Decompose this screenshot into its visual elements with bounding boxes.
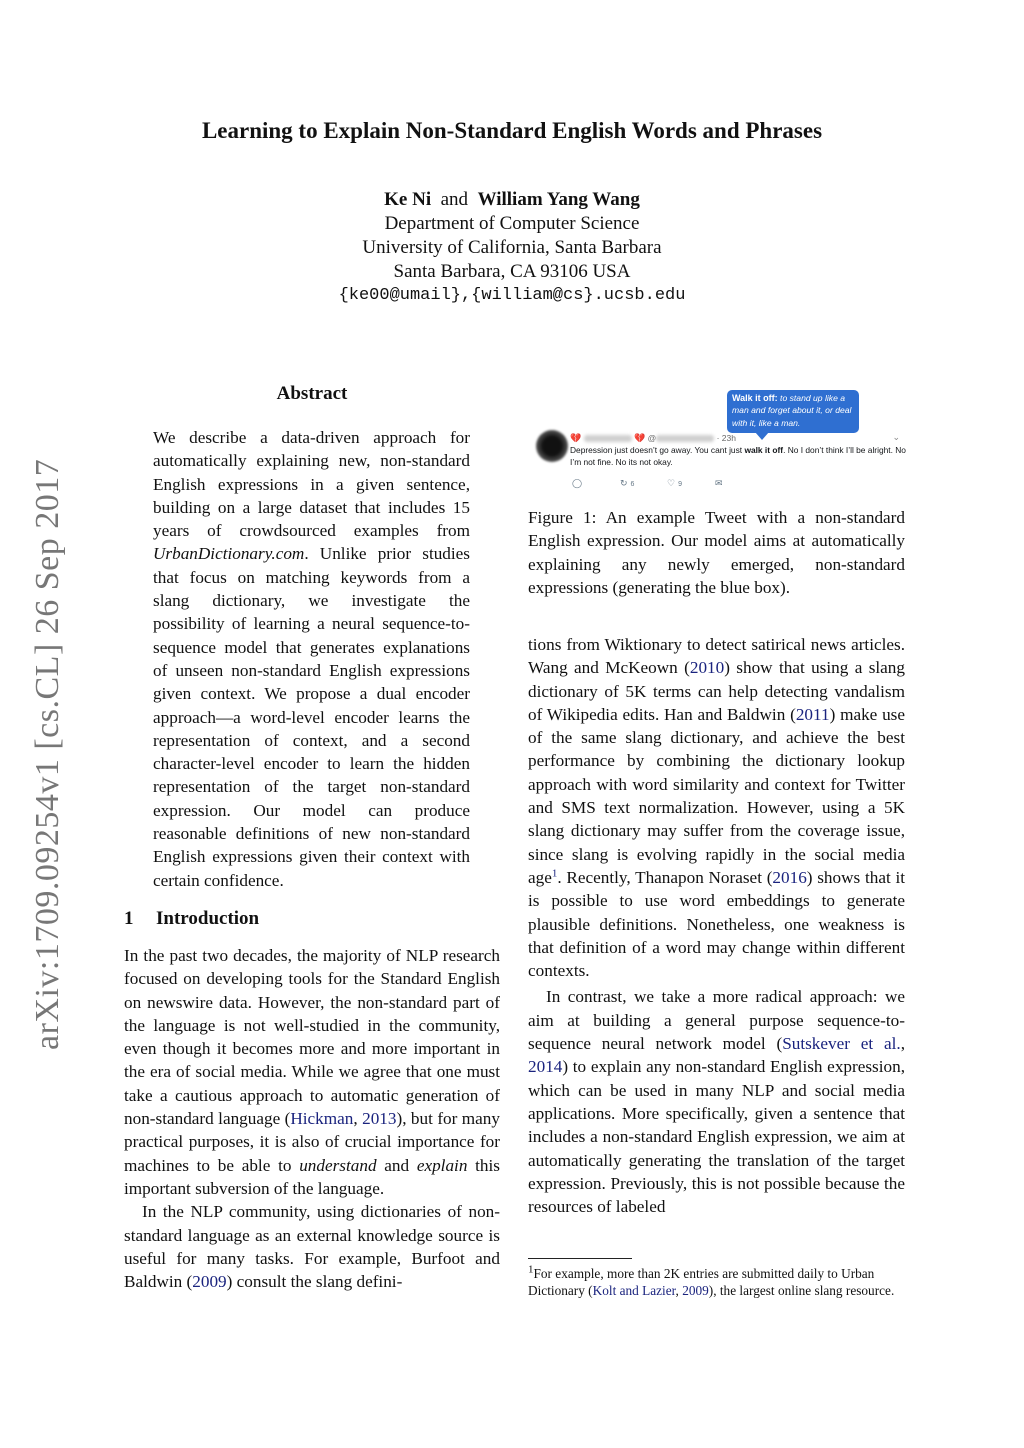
explanation-bubble bbox=[727, 390, 859, 433]
tweet-text-b: . No I don’t think I’ll be alright. No I’m not fine. No its not okay. bbox=[570, 445, 906, 467]
message-icon[interactable]: ✉ bbox=[715, 478, 723, 488]
urban-dictionary-site: UrbanDictionary.com bbox=[153, 544, 305, 564]
intro-and: and bbox=[376, 1155, 417, 1175]
affiliation-univ: University of California, Santa Barbara bbox=[362, 237, 662, 258]
tweet-actions bbox=[570, 478, 906, 490]
section-number: 1 bbox=[124, 908, 134, 929]
footnote-mark: 1 bbox=[528, 1263, 534, 1276]
section-title: Introduction bbox=[156, 908, 260, 929]
citation-kolt-lazier-year[interactable]: 2009 bbox=[682, 1283, 709, 1298]
citation-sutskever-year[interactable]: 2014 bbox=[528, 1057, 563, 1077]
tweet-text-a: Depression just doesn’t go away. You cant just bbox=[570, 445, 745, 455]
right-paragraph-1 bbox=[528, 633, 905, 982]
author-william-wang: William Yang Wang bbox=[477, 189, 640, 210]
right-paragraph-2 bbox=[528, 985, 905, 1218]
tweet-text bbox=[570, 445, 906, 468]
author-email: {ke00@umail},{william@cs}.ucsb.edu bbox=[338, 286, 686, 305]
author-ke-ni: Ke Ni bbox=[384, 189, 432, 210]
abstract-heading: Abstract bbox=[276, 383, 348, 404]
abstract-body bbox=[153, 426, 470, 892]
cite-sep: , bbox=[353, 1109, 363, 1129]
author-line bbox=[0, 188, 1024, 212]
figure-caption: Figure 1: An example Tweet with a non-standard English expression. Our model aims at automatically explaining any newly emerged, non-standard expressions (generating the blue box). bbox=[528, 508, 905, 597]
right-p2-text-b: ) to explain any non-standard English expression, which can be used in many NLP and social media applications. More specifically, given a sentence that includes a non-standard English expression, we aim at automatically generating the translation of the target expression. Previously, this is not possible because the resources of labeled bbox=[528, 1057, 905, 1217]
intro-paragraph-1 bbox=[124, 944, 500, 1200]
emphasis-understand: understand bbox=[299, 1155, 377, 1175]
right-column-body bbox=[528, 633, 905, 1218]
footnote-rule bbox=[528, 1258, 632, 1259]
citation-burfoot-2009[interactable]: 2009 bbox=[192, 1272, 227, 1292]
blurred-handle bbox=[656, 435, 714, 442]
tweet-time: · 23h bbox=[716, 433, 736, 443]
bubble-definition: to stand up like a man and forget about it, or deal with it, like a man. bbox=[732, 393, 852, 428]
handle-at: @ bbox=[647, 433, 657, 443]
tweet-slang-term: walk it off bbox=[744, 445, 784, 455]
abstract-text-a: We describe a data-driven approach for automatically explaining new, non-standard English expressions in a given sentence, building on a large dataset that includes 15 years of crowdsourced examples from bbox=[153, 428, 470, 541]
right-p1-text-a: tions from Wiktionary to detect satirical news articles. Wang and McKeown ( bbox=[528, 635, 905, 678]
retweet-count: 6 bbox=[630, 481, 635, 488]
abstract-paragraph bbox=[153, 426, 470, 892]
reply-icon[interactable]: ◯ bbox=[572, 478, 583, 488]
broken-heart-icon: 💔 bbox=[633, 433, 646, 443]
citation-han-2011[interactable]: 2011 bbox=[795, 704, 830, 724]
right-p1-text-e: ) shows that it is possible to use word embeddings to generate plausible definitions. Nonetheless, one weakness is that definition of a word may change within different contexts. bbox=[528, 867, 905, 981]
avatar bbox=[536, 430, 568, 462]
right-p1-text-d: . Recently, Thanapon Noraset ( bbox=[557, 867, 773, 887]
footnote bbox=[528, 1265, 905, 1299]
introduction-body bbox=[124, 944, 500, 1293]
figure-tweet bbox=[530, 390, 906, 500]
like-icon[interactable]: ♡ 9 bbox=[667, 478, 682, 488]
footnote-ref-1[interactable]: 1 bbox=[551, 867, 558, 880]
bubble-term: Walk it off bbox=[732, 393, 775, 403]
intro-paragraph-2 bbox=[124, 1200, 500, 1293]
intro-p1-text-a: In the past two decades, the majority of NLP research focused on developing tools for the Standard English on newswire data. However, the non-standard part of the language is not well-studied in the community, even though it becomes more and more important in the era of social media. While we agree that one must take a cautious approach to automatic generation of non-standard language ( bbox=[124, 946, 500, 1129]
retweet-icon[interactable]: ↻ 6 bbox=[620, 478, 635, 488]
footnote-text-a: For example, more than 2K entries are submitted daily to Urban Dictionary ( bbox=[528, 1266, 875, 1298]
blurred-username bbox=[584, 435, 632, 442]
section-heading-introduction bbox=[124, 908, 504, 930]
affiliation-city: Santa Barbara, CA 93106 USA bbox=[393, 261, 631, 282]
intro-p2-text-a: In the NLP community, using dictionaries of non-standard language as an external knowledge source is useful for many tasks. For example, Burfoot and Baldwin ( bbox=[124, 1202, 500, 1292]
intro-p2-text-b: ) consult the slang defini- bbox=[226, 1272, 403, 1292]
paper-title: Learning to Explain Non-Standard English Words and Phrases bbox=[201, 118, 823, 143]
tweet-header bbox=[570, 433, 906, 445]
bubble-colon: : bbox=[774, 393, 778, 403]
citation-kolt-lazier[interactable]: Kolt and Lazier bbox=[592, 1283, 676, 1298]
abstract-text-b: . Unlike prior studies that focus on matching keywords from a slang dictionary, we investigate the possibility of learning a neural sequence-to-sequence model that generates explanations of unseen non-standard English expressions given context. We propose a dual encoder approach—a word-level encoder learns the representation of context, and a second character-level encoder to learn the hidden representation of the target non-standard expression. Our model can produce reasonable definitions of new non-standard English expressions given their context with certain confidence. bbox=[153, 544, 470, 890]
cite-sep: , bbox=[675, 1283, 683, 1298]
right-p2-text-a: In contrast, we take a more radical approach: we aim at building a general purpose sequence-to-sequence neural network model ( bbox=[528, 987, 905, 1054]
intro-p1-text-c: this important subversion of the language. bbox=[124, 1155, 500, 1198]
affiliation-dept: Department of Computer Science bbox=[384, 213, 640, 234]
author-block bbox=[0, 188, 1024, 308]
chevron-down-icon[interactable]: ⌄ bbox=[892, 432, 900, 442]
right-p1-text-b: ) show that using a slang dictionary of 5K terms can help detecting vandalism of Wikipedia edits. Han and Baldwin ( bbox=[528, 658, 905, 724]
like-count: 9 bbox=[678, 481, 682, 488]
intro-p1-text-b: ), but for many practical purposes, it is also of crucial importance for machines to be able to bbox=[124, 1109, 500, 1175]
footnote-text-b: ), the largest online slang resource. bbox=[708, 1283, 895, 1298]
citation-noraset-2016[interactable]: 2016 bbox=[772, 867, 807, 887]
cite-sep: , bbox=[900, 1034, 905, 1054]
broken-heart-icon: 💔 bbox=[570, 433, 582, 443]
citation-sutskever[interactable]: Sutskever et al. bbox=[782, 1034, 901, 1054]
right-p1-text-c: ) make use of the same slang dictionary, and achieve the best performance by combining the dictionary lookup approach with word similarity and context for Twitter and SMS text normalization. However, using a 5K slang dictionary may suffer from the coverage issue, since slang is evolving rapidly in the social media age bbox=[528, 704, 905, 887]
arxiv-stamp: arXiv:1709.09254v1 [cs.CL] 26 Sep 2017 bbox=[29, 458, 66, 1050]
emphasis-explain: explain bbox=[416, 1155, 468, 1175]
citation-hickman-year[interactable]: 2013 bbox=[362, 1109, 397, 1129]
citation-wang-2010[interactable]: 2010 bbox=[689, 658, 725, 678]
author-and: and bbox=[440, 189, 469, 210]
citation-hickman[interactable]: Hickman bbox=[290, 1109, 354, 1129]
